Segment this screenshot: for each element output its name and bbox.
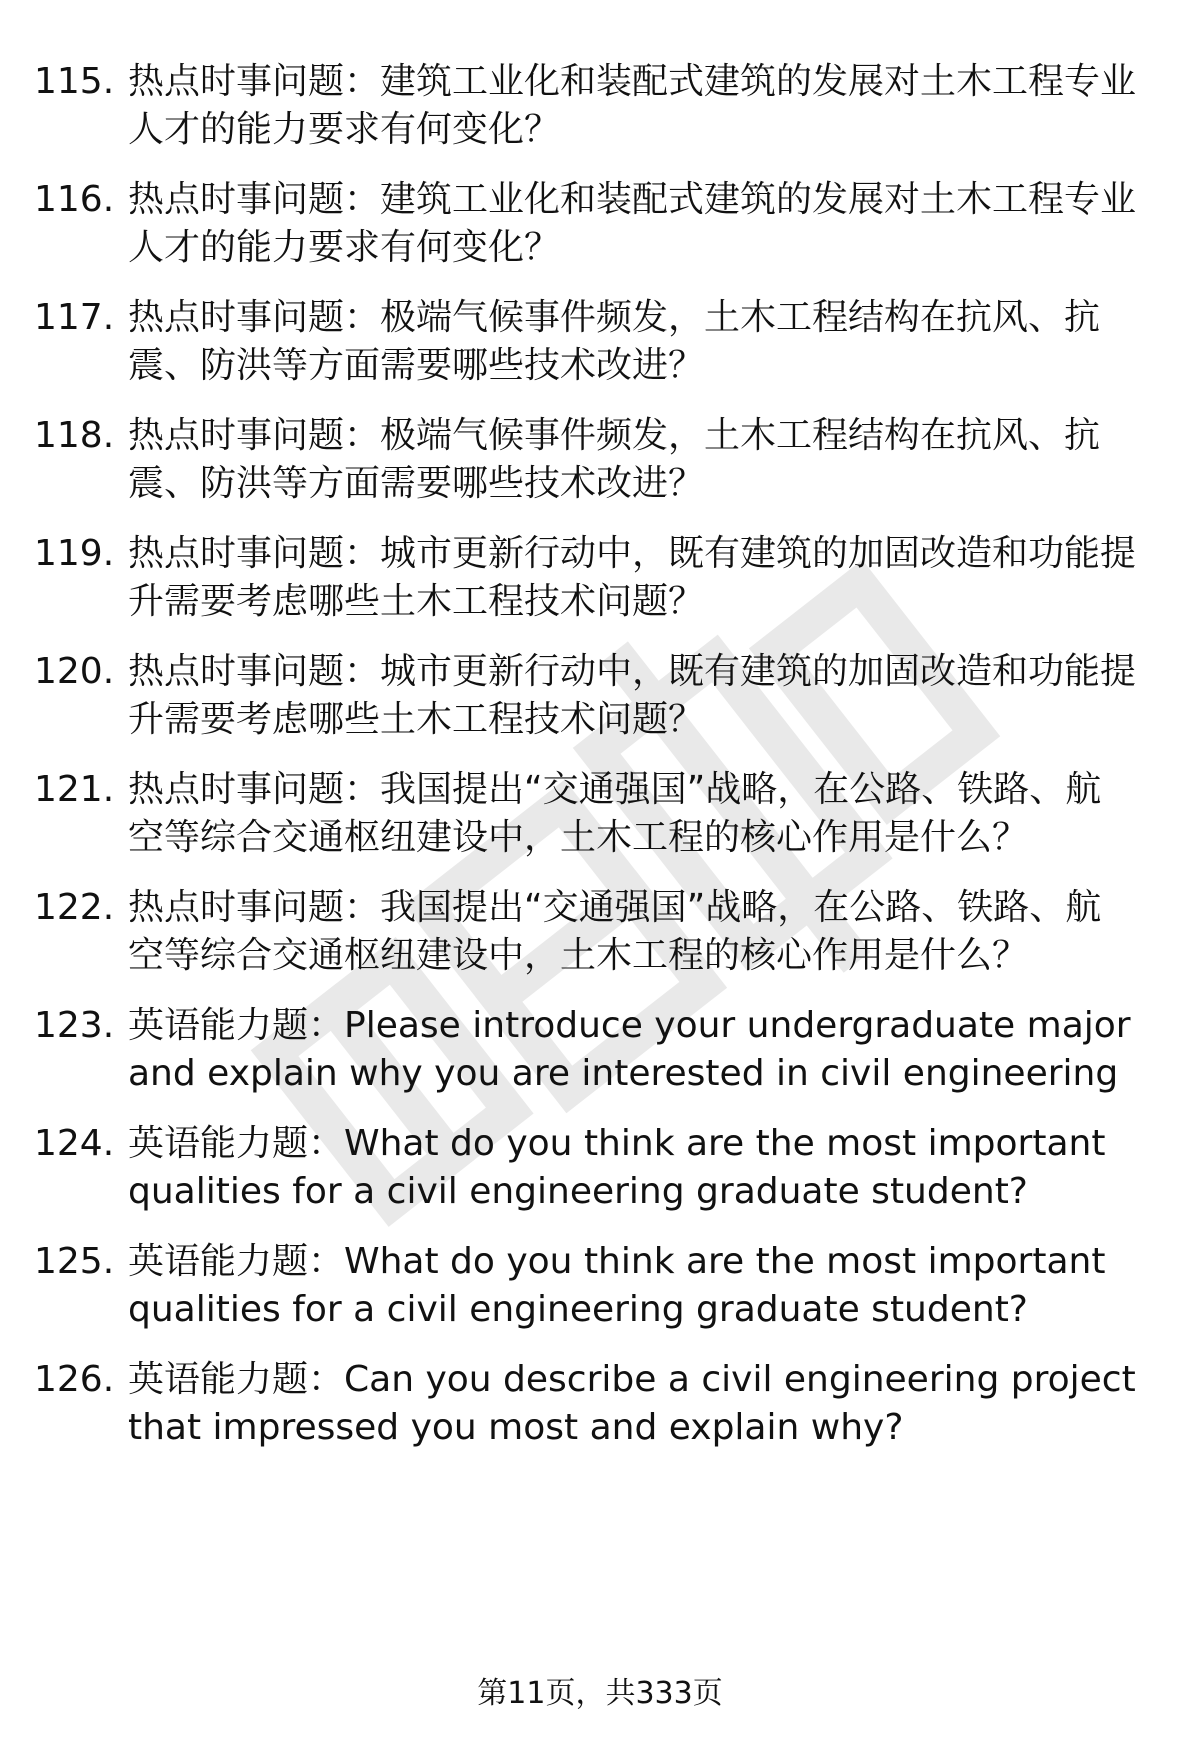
item-text-line: 热点时事问题：我国提出“交通强国”战略，在公路、铁路、航 [128,769,1102,810]
item-text-line: qualities for a civil engineering graduate student? [128,1171,1028,1212]
list-item [0,884,1200,994]
list-item [0,412,1200,522]
list-item [0,1002,1200,1112]
item-text-line: 热点时事问题：城市更新行动中，既有建筑的加固改造和功能提 [128,533,1137,574]
item-number: 123. [34,1005,115,1046]
item-text-line: 震、防洪等方面需要哪些技术改进？ [128,463,705,504]
item-text-line: 空等综合交通枢纽建设中，土木工程的核心作用是什么？ [128,817,1029,858]
item-number: 125. [34,1241,115,1282]
list-item [0,648,1200,758]
item-number: 119. [34,533,115,574]
list-item [0,176,1200,286]
item-text-line: 人才的能力要求有何变化？ [128,227,561,268]
item-number: 120. [34,651,115,692]
list-item [0,294,1200,404]
list-item [0,58,1200,168]
item-text-line: 热点时事问题：极端气候事件频发，土木工程结构在抗风、抗 [128,415,1101,456]
item-text-line: 英语能力题：What do you think are the most important [128,1123,1106,1164]
item-text-line: that impressed you most and explain why? [128,1407,904,1448]
list-item [0,1120,1200,1230]
list-item [0,1356,1200,1466]
page-footer: 第11页，共333页 [477,1676,723,1711]
item-number: 122. [34,887,115,928]
list-item [0,766,1200,876]
item-text-line: and explain why you are interested in civil engineering [128,1053,1119,1094]
item-text-line: 人才的能力要求有何变化？ [128,109,561,150]
item-number: 116. [34,179,115,220]
item-number: 117. [34,297,115,338]
item-text-line: 英语能力题：What do you think are the most important [128,1241,1106,1282]
item-text-line: 英语能力题：Please introduce your undergraduate major [128,1005,1131,1046]
list-item [0,530,1200,640]
item-number: 126. [34,1359,115,1400]
item-text-line: 热点时事问题：我国提出“交通强国”战略，在公路、铁路、航 [128,887,1102,928]
item-number: 118. [34,415,115,456]
item-text-line: 热点时事问题：建筑工业化和装配式建筑的发展对土木工程专业 [128,179,1137,220]
item-text-line: 热点时事问题：城市更新行动中，既有建筑的加固改造和功能提 [128,651,1137,692]
item-number: 124. [34,1123,115,1164]
item-text-line: 热点时事问题：极端气候事件频发，土木工程结构在抗风、抗 [128,297,1101,338]
item-text-line: 升需要考虑哪些土木工程技术问题？ [128,581,705,622]
item-text-line: 升需要考虑哪些土木工程技术问题？ [128,699,705,740]
item-text-line: 英语能力题：Can you describe a civil engineering project [128,1359,1136,1400]
item-number: 115. [34,61,115,102]
item-text-line: 震、防洪等方面需要哪些技术改进？ [128,345,705,386]
item-text-line: 热点时事问题：建筑工业化和装配式建筑的发展对土木工程专业 [128,61,1137,102]
item-text-line: qualities for a civil engineering graduate student? [128,1289,1028,1330]
list-item [0,1238,1200,1348]
item-number: 121. [34,769,115,810]
item-text-line: 空等综合交通枢纽建设中，土木工程的核心作用是什么？ [128,935,1029,976]
